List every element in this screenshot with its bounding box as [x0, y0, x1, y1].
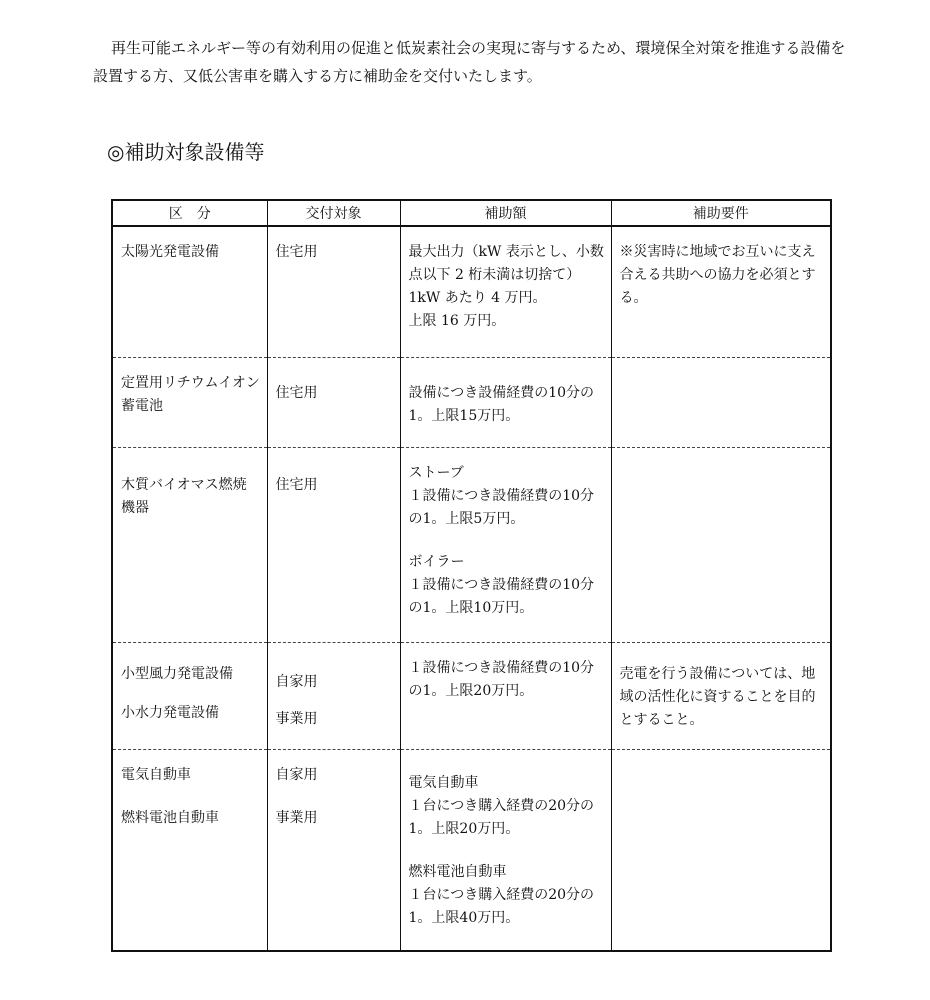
amount-text: １設備につき設備経費の10分の1。上限10万円。 [408, 577, 595, 616]
cell-category [112, 750, 267, 952]
amount-text: １台につき購入経費の20分の1。上限20万円。 [408, 798, 595, 837]
subsidy-table [111, 199, 832, 952]
category-label: 木質バイオマス燃焼機器 [121, 477, 247, 516]
category-label: 小水力発電設備 [121, 705, 219, 721]
intro-paragraph: 再生可能エネルギー等の有効利用の促進と低炭素社会の実現に寄与するため、環境保全対策を推進する設備を設置する方、又低公害車を購入する方に補助金を交付いたします。 [93, 39, 846, 85]
header-requirement: 補助要件 [611, 200, 831, 226]
cell-requirement [611, 226, 831, 358]
cell-requirement [611, 448, 831, 643]
cell-requirement [611, 643, 831, 750]
header-category: 区 分 [112, 200, 267, 226]
target-label: 事業用 [275, 810, 318, 826]
cell-category [112, 226, 267, 358]
amount-text: １設備につき設備経費の10分の1。上限5万円。 [408, 488, 595, 527]
amount-text: １設備につき設備経費の10分の1。上限20万円。 [408, 660, 595, 699]
category-label: 太陽光発電設備 [121, 244, 219, 260]
table-row [112, 643, 831, 750]
amount-subheading: 電気自動車 [408, 775, 479, 791]
category-label: 燃料電池自動車 [121, 810, 219, 826]
cell-target [267, 643, 400, 750]
cell-target [267, 448, 400, 643]
cell-requirement [611, 750, 831, 952]
category-label: 電気自動車 [121, 767, 191, 783]
table-row [112, 226, 831, 358]
target-label: 自家用 [275, 674, 318, 690]
amount-text: 設備につき設備経費の10分の1。上限15万円。 [408, 385, 595, 424]
amount-subheading: ボイラー [408, 554, 465, 570]
cell-amount [400, 448, 611, 643]
cell-target [267, 226, 400, 358]
target-label: 住宅用 [275, 385, 318, 401]
target-label: 自家用 [275, 767, 318, 783]
amount-text: 最大出力（kW 表示とし、小数点以下 2 桁未満は切捨て）1kW あたり 4 万円。 [408, 244, 604, 306]
cell-category [112, 448, 267, 643]
cell-amount [400, 643, 611, 750]
amount-subheading: 燃料電池自動車 [408, 864, 507, 880]
requirement-text: ※災害時に地域でお互いに支え合える共助への協力を必須とする。 [619, 244, 816, 306]
table-row [112, 750, 831, 952]
cell-requirement [611, 358, 831, 448]
cell-category [112, 358, 267, 448]
cell-amount [400, 750, 611, 952]
target-label: 事業用 [275, 711, 318, 727]
category-label: 小型風力発電設備 [121, 666, 233, 682]
header-target: 交付対象 [267, 200, 400, 226]
amount-limit: 上限 16 万円。 [408, 313, 506, 329]
requirement-text: 売電を行う設備については、地域の活性化に資することを目的とすること。 [619, 666, 816, 728]
target-label: 住宅用 [275, 477, 318, 493]
category-label: 定置用リチウムイオン蓄電池 [121, 375, 260, 414]
table-header-row [112, 200, 831, 226]
cell-target [267, 750, 400, 952]
cell-category [112, 643, 267, 750]
cell-amount [400, 358, 611, 448]
table-row [112, 448, 831, 643]
header-amount: 補助額 [400, 200, 611, 226]
amount-subheading: ストーブ [408, 465, 464, 481]
target-label: 住宅用 [275, 244, 318, 260]
table-row [112, 358, 831, 448]
cell-amount [400, 226, 611, 358]
cell-target [267, 358, 400, 448]
amount-text: １台につき購入経費の20分の1。上限40万円。 [408, 887, 595, 926]
section-title: ◎補助対象設備等 [107, 140, 265, 164]
